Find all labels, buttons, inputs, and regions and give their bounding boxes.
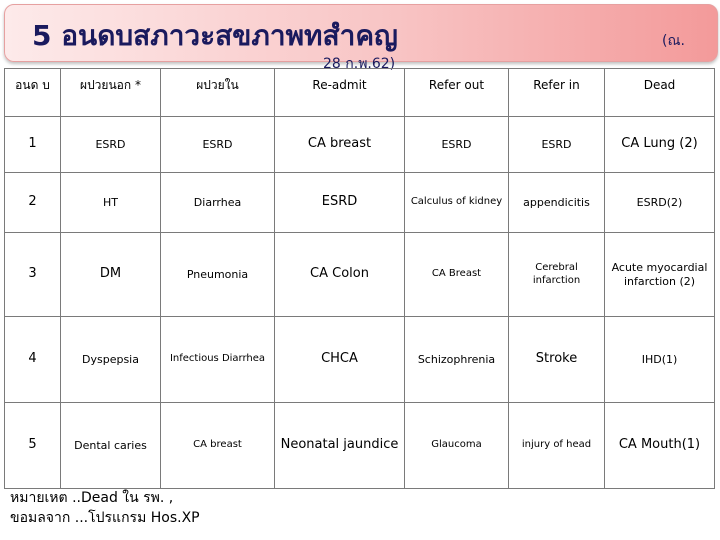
column-header-refer-in: Refer in [509,69,605,117]
table-cell: CA breast [275,117,405,173]
date-label-right: (ณ. [662,33,685,49]
column-header-outpatient: ผปวยนอก * [61,69,161,117]
table-cell: DM [61,233,161,317]
table-cell: ESRD [509,117,605,173]
table-cell: ESRD [61,117,161,173]
footnote [10,488,200,528]
table-cell: ESRD [405,117,509,173]
table-cell: Glaucoma [405,403,509,489]
table-cell: HT [61,173,161,233]
table-cell: CA breast [161,403,275,489]
table-row [5,117,715,173]
table-cell: 3 [5,233,61,317]
table-cell: CA Mouth(1) [605,403,715,489]
table-row [5,317,715,403]
table-cell: CA Breast [405,233,509,317]
table-cell: Acute myocardial infarction (2) [605,233,715,317]
health-ranking-table [4,68,715,489]
table-cell: Neonatal jaundice [275,403,405,489]
table-row [5,173,715,233]
table-cell: Dental caries [61,403,161,489]
page-title: 5 อนดบสภาวะสขภาพทสำคญ [32,19,398,52]
table-cell: 5 [5,403,61,489]
column-header-inpatient: ผปวยใน [161,69,275,117]
table-row [5,403,715,489]
table-cell: Pneumonia [161,233,275,317]
table-cell: injury of head [509,403,605,489]
table-cell: ESRD [275,173,405,233]
column-header-dead: Dead [605,69,715,117]
table-cell: Calculus of kidney [405,173,509,233]
table-cell: CA Colon [275,233,405,317]
date-label: 28 ก.พ.62) [323,56,396,72]
table-cell: appendicitis [509,173,605,233]
table-cell: Dyspepsia [61,317,161,403]
table-cell: ESRD(2) [605,173,715,233]
footnote-line: หมายเหต ..Dead ใน รพ. , [10,490,174,506]
table-cell: Stroke [509,317,605,403]
column-header-rank: อนด บ [5,69,61,117]
table-cell: 2 [5,173,61,233]
table-cell: 1 [5,117,61,173]
table-cell: Diarrhea [161,173,275,233]
table-header-row [5,69,715,117]
column-header-refer-out: Refer out [405,69,509,117]
table-row [5,233,715,317]
table-cell: IHD(1) [605,317,715,403]
table-cell: CHCA [275,317,405,403]
column-header-readmit: Re-admit [275,69,405,117]
table-cell: ESRD [161,117,275,173]
table-cell: Infectious Diarrhea [161,317,275,403]
table-cell: Cerebral infarction [509,233,605,317]
table-cell: 4 [5,317,61,403]
table-cell: CA Lung (2) [605,117,715,173]
footnote-line: ขอมลจาก ...โปรแกรม Hos.XP [10,510,200,526]
table-cell: Schizophrenia [405,317,509,403]
